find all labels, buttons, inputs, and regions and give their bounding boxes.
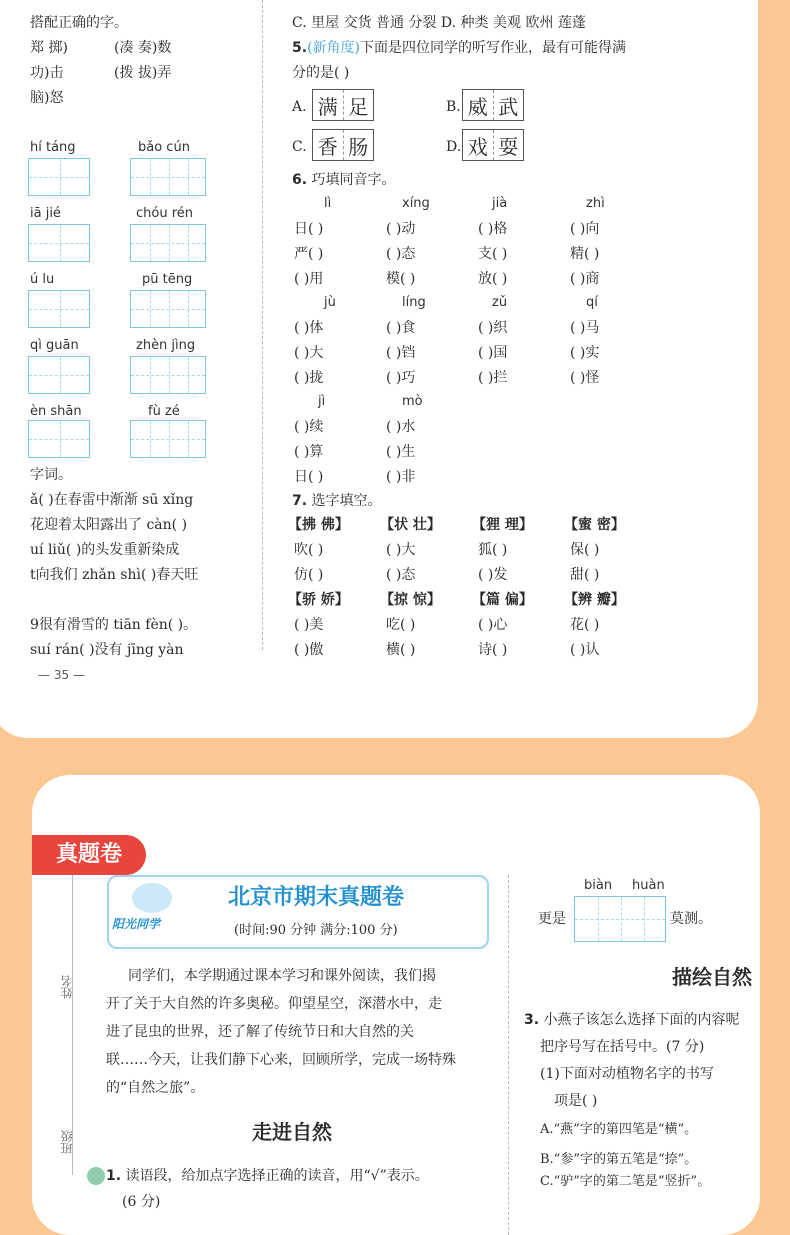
pinyin-label: chóu rén bbox=[136, 206, 194, 221]
question-number: 7. bbox=[292, 493, 308, 509]
intro-line: 进了昆虫的世界，还了解了传统节日和大自然的关 bbox=[106, 1024, 414, 1040]
pinyin-label: xíng bbox=[402, 196, 430, 211]
blank-item[interactable]: ( )心 bbox=[478, 617, 508, 633]
blank-item[interactable]: ( )向 bbox=[570, 221, 600, 237]
blank-item[interactable]: ( )非 bbox=[386, 469, 416, 485]
char-pair: 【蜜 密】 bbox=[564, 517, 625, 533]
sentence-line: t向我们 zhǎn shì( )春天旺 bbox=[30, 567, 199, 583]
blank-item[interactable]: 仿( ) bbox=[294, 567, 324, 583]
new-angle-tag: (新角度) bbox=[307, 40, 360, 56]
question-number: 5. bbox=[292, 40, 308, 56]
pinyin-label: hí táng bbox=[30, 140, 76, 155]
blank-item[interactable]: 吹( ) bbox=[294, 542, 324, 558]
mascot-icon bbox=[87, 1167, 105, 1185]
column-divider bbox=[508, 875, 509, 1235]
blank-item[interactable]: ( )用 bbox=[294, 271, 324, 287]
char-pair: 【掠 惊】 bbox=[380, 592, 441, 608]
blank-item[interactable]: ( )拢 bbox=[294, 370, 324, 386]
blank-item[interactable]: ( )拦 bbox=[478, 370, 508, 386]
blank-item[interactable]: ( )大 bbox=[294, 345, 324, 361]
blank-item[interactable]: ( )算 bbox=[294, 444, 324, 460]
blank-item[interactable]: ( )生 bbox=[386, 444, 416, 460]
writing-grid[interactable] bbox=[574, 896, 666, 942]
exam-meta: (时间:90 分钟 满分:100 分) bbox=[234, 923, 398, 938]
handwritten-char: 耍 bbox=[498, 134, 519, 159]
char-pair: 【狸 理】 bbox=[472, 517, 533, 533]
sentence-line: 9很有滑雪的 tiān fèn( )。 bbox=[30, 617, 198, 633]
handwritten-char: 威 bbox=[463, 90, 494, 120]
intro-line: 开了关于大自然的许多奥秘。仰望星空，深潜水中，走 bbox=[106, 996, 442, 1012]
blank-item[interactable]: ( )续 bbox=[294, 419, 324, 435]
pinyin-label: jì bbox=[318, 394, 326, 409]
pinyin-label: qì guān bbox=[30, 338, 79, 353]
pinyin-label: lì bbox=[324, 196, 332, 211]
pinyin-label: huàn bbox=[632, 878, 665, 893]
blank-item[interactable]: 吃( ) bbox=[386, 617, 416, 633]
writing-grid[interactable] bbox=[28, 420, 90, 458]
blank-item[interactable]: ( )态 bbox=[386, 567, 416, 583]
char-choice: 脑)怒 bbox=[30, 90, 64, 106]
option-a[interactable]: A.“燕”字的第四笔是“横”。 bbox=[540, 1122, 698, 1137]
blank-item[interactable]: ( )动 bbox=[386, 221, 416, 237]
handwriting-option-a[interactable] bbox=[312, 89, 374, 121]
blank-item[interactable]: 横( ) bbox=[386, 642, 416, 658]
sentence-line: ǎ( )在春雷中渐渐 sū xǐng bbox=[30, 492, 194, 508]
blank-item[interactable]: ( )美 bbox=[294, 617, 324, 633]
sentence-fragment: 更是 bbox=[538, 911, 566, 927]
pinyin-label: jù bbox=[324, 295, 336, 310]
blank-item[interactable]: ( )怪 bbox=[570, 370, 600, 386]
writing-grid[interactable] bbox=[130, 420, 206, 458]
pinyin-label: qí bbox=[586, 295, 598, 310]
blank-item[interactable]: 甜( ) bbox=[570, 567, 600, 583]
pinyin-label: zhì bbox=[586, 196, 605, 211]
pinyin-label: ú lu bbox=[30, 272, 55, 287]
exam-title: 北京市期末真题卷 bbox=[228, 885, 405, 910]
blank-item[interactable]: ( )实 bbox=[570, 345, 600, 361]
question-3 bbox=[524, 1011, 740, 1029]
pinyin-label: zhèn jìng bbox=[136, 338, 196, 353]
section-heading: 描绘自然 bbox=[672, 965, 752, 989]
blank-item[interactable]: ( )态 bbox=[386, 246, 416, 262]
blank-item[interactable]: ( )格 bbox=[478, 221, 508, 237]
blank-item[interactable]: ( )傲 bbox=[294, 642, 324, 658]
question-6 bbox=[292, 171, 396, 189]
question-1 bbox=[106, 1167, 429, 1185]
handwritten-char: 肠 bbox=[348, 134, 369, 159]
blank-item[interactable]: ( )马 bbox=[570, 320, 600, 336]
question-text: 把序号写在括号中。(7 分) bbox=[540, 1039, 705, 1055]
blank-item[interactable]: ( )认 bbox=[570, 642, 600, 658]
char-pair: 【辨 瓣】 bbox=[564, 592, 625, 608]
pinyin-label: biàn bbox=[584, 878, 613, 893]
handwriting-option-d[interactable] bbox=[462, 129, 524, 161]
blank-item[interactable]: 狐( ) bbox=[478, 542, 508, 558]
instruction-text: 搭配正确的字。 bbox=[30, 15, 128, 31]
logo: 阳光同学 bbox=[112, 917, 161, 931]
blank-item[interactable]: ( )食 bbox=[386, 320, 416, 336]
blank-item[interactable]: ( )发 bbox=[478, 567, 508, 583]
writing-grid[interactable] bbox=[28, 158, 90, 196]
question-text: 分的是( ) bbox=[292, 65, 350, 81]
handwritten-char: 武 bbox=[498, 94, 519, 119]
question-text: 读语段，给加点字选择正确的读音，用“√”表示。 bbox=[125, 1168, 429, 1184]
section-heading: 走进自然 bbox=[252, 1120, 332, 1144]
sun-mascot-icon bbox=[132, 883, 172, 913]
sub-question: (1)下面对动植物名字的书写 bbox=[540, 1066, 714, 1082]
handwritten-char: 满 bbox=[313, 90, 344, 120]
blank-item[interactable]: ( )水 bbox=[386, 419, 416, 435]
class-label: 班级 bbox=[60, 1130, 74, 1154]
char-pair: 【篇 偏】 bbox=[472, 592, 533, 608]
blank-item[interactable]: 诗( ) bbox=[478, 642, 508, 658]
blank-item[interactable]: 精( ) bbox=[570, 246, 600, 262]
blank-item[interactable]: 放( ) bbox=[478, 271, 508, 287]
blank-item[interactable]: 日( ) bbox=[294, 221, 324, 237]
handwritten-char: 足 bbox=[348, 94, 369, 119]
char-choice: (凑 奏)数 bbox=[114, 40, 172, 56]
intro-line: 联……今天，让我们静下心来，回顾所学，完成一场特殊 bbox=[106, 1052, 456, 1068]
sub-question: 项是( ) bbox=[554, 1093, 598, 1109]
column-divider bbox=[262, 0, 263, 650]
pinyin-label: bǎo cún bbox=[138, 140, 190, 155]
pinyin-label: zǔ bbox=[492, 295, 508, 310]
question-number: 3. bbox=[524, 1012, 540, 1028]
pinyin-label: iā jié bbox=[30, 206, 61, 221]
writing-grid[interactable] bbox=[28, 290, 90, 328]
intro-line: 的“自然之旅”。 bbox=[106, 1080, 205, 1096]
blank-item[interactable]: ( )国 bbox=[478, 345, 508, 361]
option-c[interactable]: C.“驴”字的第二笔是“竖折”。 bbox=[540, 1174, 711, 1189]
char-choice: 郑 掷) bbox=[30, 40, 68, 56]
pinyin-label: èn shān bbox=[30, 404, 82, 419]
sentence-line: suí rán( )没有 jīng yàn bbox=[30, 642, 184, 658]
writing-grid[interactable] bbox=[130, 290, 206, 328]
char-pair: 【骄 娇】 bbox=[288, 592, 349, 608]
handwriting-option-b[interactable] bbox=[462, 89, 524, 121]
char-pair: 【状 壮】 bbox=[380, 517, 441, 533]
option-label: B. bbox=[446, 99, 461, 115]
question-text: 选字填空。 bbox=[311, 493, 382, 509]
handwriting-option-c[interactable] bbox=[312, 129, 374, 161]
blank-item[interactable]: 日( ) bbox=[294, 469, 324, 485]
sentence-line: 花迎着太阳露出了 càn( ) bbox=[30, 517, 188, 533]
options-line: C. 里屋 交货 普通 分裂 D. 种类 美观 欧州 莲蓬 bbox=[292, 15, 586, 31]
question-text: 巧填同音字。 bbox=[311, 172, 396, 188]
char-choice: (拨 拔)弄 bbox=[114, 65, 172, 81]
page-number: — 35 — bbox=[38, 668, 85, 682]
writing-grid[interactable] bbox=[28, 224, 90, 262]
blank-item[interactable]: 花( ) bbox=[570, 617, 600, 633]
blank-item[interactable]: ( )体 bbox=[294, 320, 324, 336]
pinyin-label: jià bbox=[492, 196, 508, 211]
handwritten-char: 香 bbox=[313, 130, 344, 160]
pinyin-label: líng bbox=[402, 295, 426, 310]
question-number: 1. bbox=[106, 1168, 122, 1184]
writing-grid[interactable] bbox=[130, 158, 206, 196]
sentence-line: uí liǔ( )的头发重新染成 bbox=[30, 542, 180, 558]
handwritten-char: 戏 bbox=[463, 130, 494, 160]
option-b[interactable]: B.“参”字的第五笔是“捺”。 bbox=[540, 1152, 698, 1167]
writing-grid[interactable] bbox=[28, 356, 90, 394]
char-pair: 【拂 佛】 bbox=[288, 517, 349, 533]
option-label: A. bbox=[292, 99, 307, 115]
pinyin-label: fù zé bbox=[148, 404, 180, 419]
question-text: 下面是四位同学的听写作业，最有可能得满 bbox=[360, 40, 626, 56]
blank-item[interactable]: 严( ) bbox=[294, 246, 324, 262]
blank-item[interactable]: ( )铛 bbox=[386, 345, 416, 361]
blank-item[interactable]: 保( ) bbox=[570, 542, 600, 558]
blank-item[interactable]: ( )商 bbox=[570, 271, 600, 287]
blank-item[interactable]: 模( ) bbox=[386, 271, 416, 287]
question-5 bbox=[292, 39, 626, 57]
intro-line: 同学们，本学期通过课本学习和课外阅读，我们揭 bbox=[128, 968, 436, 984]
real-exam-tag: 真题卷 bbox=[32, 835, 146, 875]
blank-item[interactable]: ( )织 bbox=[478, 320, 508, 336]
pinyin-label: pū tēng bbox=[142, 272, 193, 287]
sentence-fragment: 莫测。 bbox=[670, 911, 712, 927]
question-7 bbox=[292, 492, 382, 510]
question-text: 小燕子该怎么选择下面的内容呢 bbox=[543, 1012, 740, 1028]
writing-grid[interactable] bbox=[130, 224, 206, 262]
name-label: 姓名 bbox=[60, 975, 74, 999]
option-label: D. bbox=[446, 139, 462, 155]
question-score: (6 分) bbox=[122, 1194, 161, 1210]
question-number: 6. bbox=[292, 172, 308, 188]
blank-item[interactable]: 支( ) bbox=[478, 246, 508, 262]
char-choice: 功)击 bbox=[30, 65, 64, 81]
pinyin-label: mò bbox=[402, 394, 423, 409]
writing-grid[interactable] bbox=[130, 356, 206, 394]
option-label: C. bbox=[292, 139, 307, 155]
section-text: 字词。 bbox=[30, 467, 72, 483]
blank-item[interactable]: ( )巧 bbox=[386, 370, 416, 386]
blank-item[interactable]: ( )大 bbox=[386, 542, 416, 558]
